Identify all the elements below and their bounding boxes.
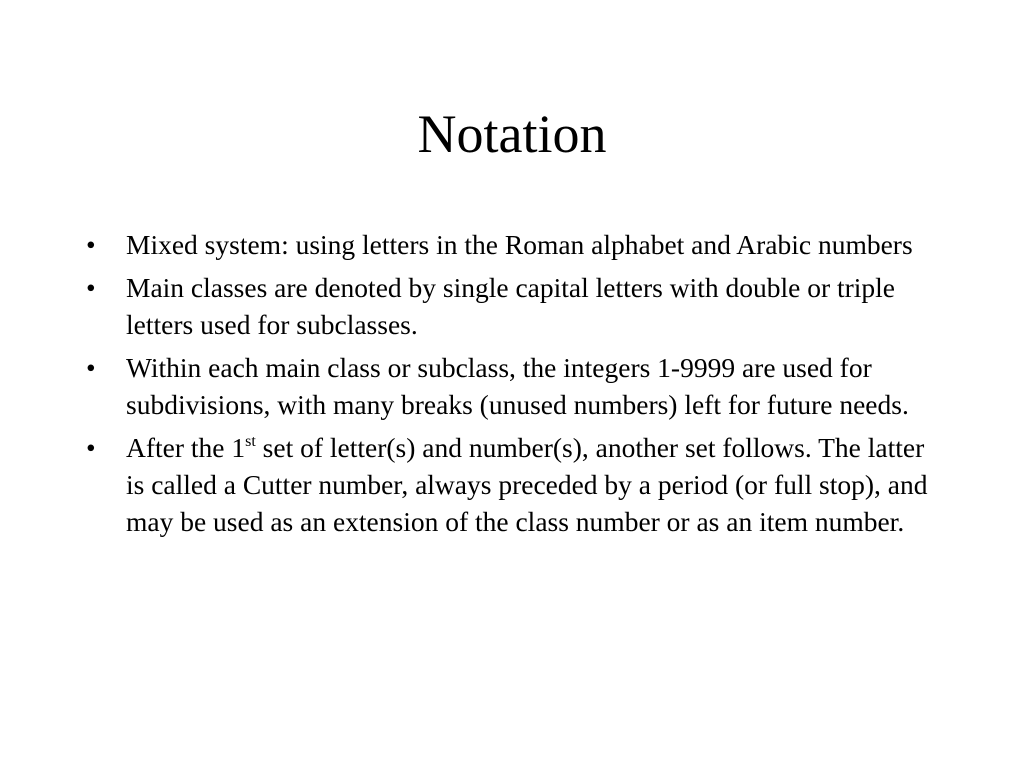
bullet-list: [86, 226, 946, 546]
bullet-icon: •: [86, 229, 96, 260]
ordinal-superscript: st: [245, 433, 256, 450]
bullet-text: Mixed system: using letters in the Roman alphabet and Arabic numbers: [126, 229, 913, 260]
bullet-icon: •: [86, 272, 96, 303]
slide-title: Notation: [417, 104, 607, 164]
bullet-item-1: [86, 226, 946, 263]
bullet-item-3: [86, 349, 946, 423]
bullet-icon: •: [86, 352, 96, 383]
bullet-text: [126, 432, 927, 537]
bullet-text-after: set of letter(s) and number(s), another set follows. The latter is called a Cutter number, always preceded by a period (or full stop), and may be used as an extension of the class number or as an item number.: [126, 432, 928, 537]
bullet-icon: •: [86, 432, 96, 463]
bullet-text: Within each main class or subclass, the integers 1-9999 are used for subdivisions, with many breaks (unused numbers) left for future needs.: [126, 352, 909, 420]
bullet-text-before: After the 1: [126, 432, 246, 463]
bullet-text: Main classes are denoted by single capital letters with double or triple letters used for subclasses.: [126, 272, 896, 340]
bullet-item-4: [86, 429, 946, 540]
bullet-item-2: [86, 269, 946, 343]
